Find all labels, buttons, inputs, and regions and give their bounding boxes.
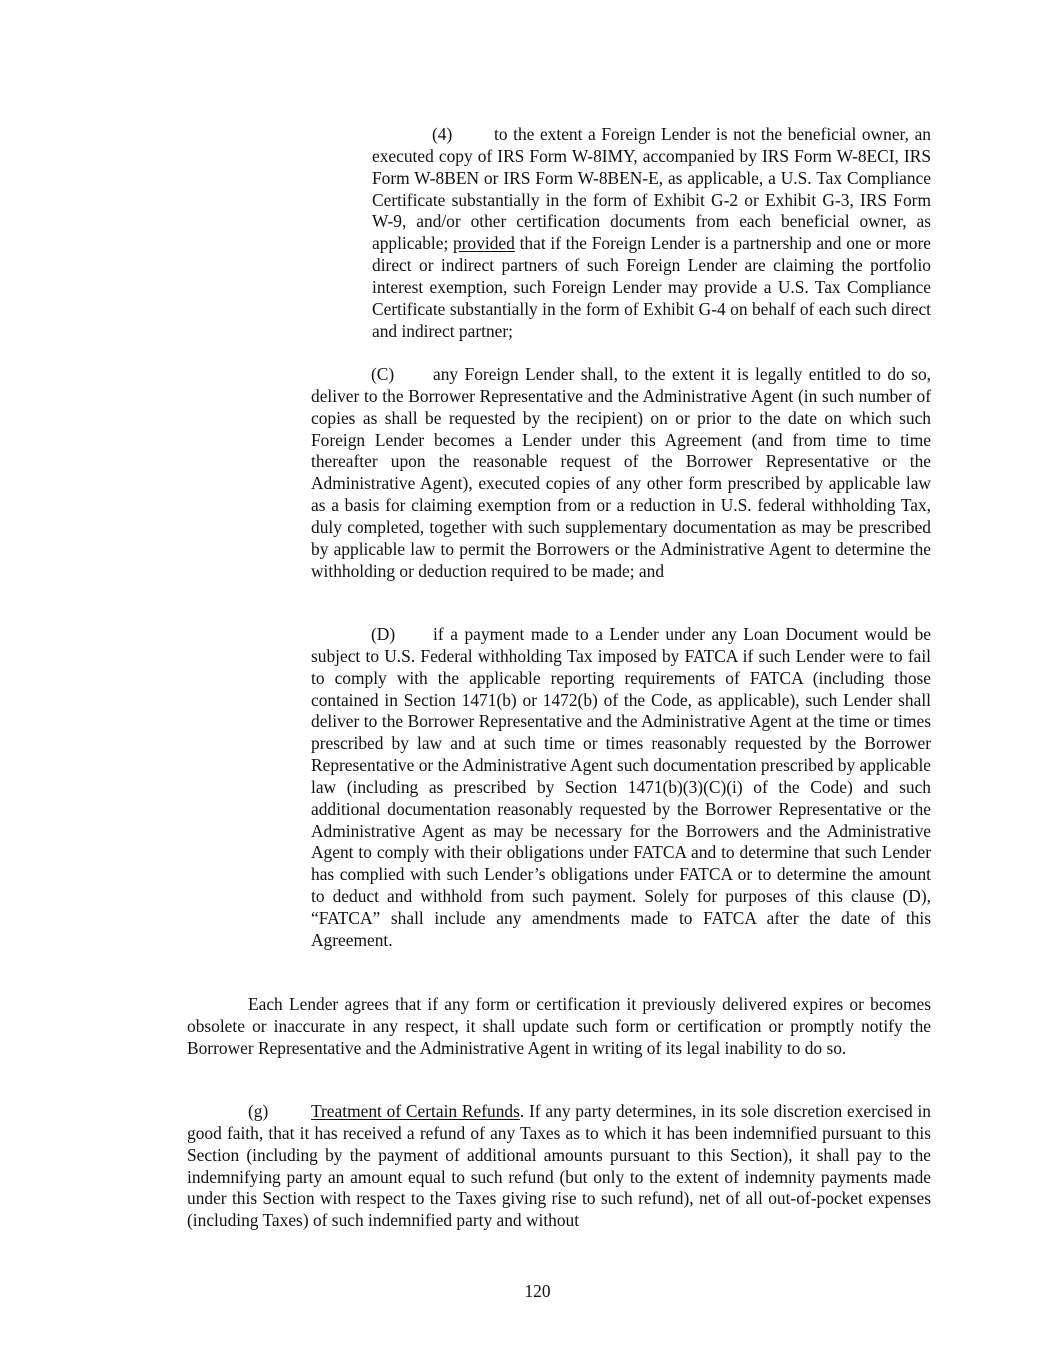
section-g-heading: Treatment of Certain Refunds bbox=[311, 1101, 520, 1121]
clause-c-text: any Foreign Lender shall, to the extent it is legally entitled to do so, deliver to the Borrower Representative and the Administrative Agent (in such number of copies as shall be requested by the recipient) on or prior to the date on which such Foreign Lender becomes a Lender under this Agreement (and from time to time thereafter upon the reasonable request of the Borrower Representative or the Administrative Agent), executed copies of any other form prescribed by applicable law as a basis for claiming exemption from or a reduction in U.S. federal withholding Tax, duly completed, together with such supplementary documentation as may be prescribed by applicable law to permit the Borrowers or the Administrative Agent to determine the withholding or deduction required to be made; and bbox=[311, 364, 931, 581]
clause-d-label: (D) bbox=[371, 624, 396, 644]
clause-d-text: if a payment made to a Lender under any Loan Document would be subject to U.S. Federal withholding Tax imposed by FATCA if such Lender were to fail to comply with the applicable reporting requirements of FATCA (including those contained in Section 1471(b) or 1472(b) of the Code, as applicable), such Lender shall deliver to the Borrower Representative and the Administrative Agent at the time or times prescribed by law and at such time or times reasonably requested by the Borrower Representative or the Administrative Agent such documentation prescribed by applicable law (including as prescribed by Section 1471(b)(3)(C)(i) of the Code) and such additional documentation reasonably requested by the Borrower Representative or the Administrative Agent as may be necessary for the Borrowers and the Administrative Agent to comply with their obligations under FATCA and to determine that such Lender has complied with such Lender’s obligations under FATCA or to determine the amount to deduct and withhold from such payment. Solely for purposes of this clause (D), “FATCA” shall include any amendments made to FATCA after the date of this Agreement. bbox=[311, 624, 931, 950]
clause-c-paragraph bbox=[311, 364, 931, 582]
clause-4-paragraph bbox=[372, 124, 931, 342]
provided-underlined-term: provided bbox=[453, 233, 515, 254]
each-lender-paragraph bbox=[187, 994, 931, 1060]
section-g-label: (g) bbox=[248, 1101, 269, 1121]
clause-4-text-before: to the extent a Foreign Lender is not the beneficial owner, an executed copy of IRS Form W-8IMY, accompanied by IRS Form W-8ECI, IRS Form W-8BEN or IRS Form W-8BEN-E, as applicable, a U.S. Tax Compliance Certificate substantially in the form of Exhibit G-2 or Exhibit G-3, IRS Form W-9, and/or other certification documents from each beneficial owner, as applicable; bbox=[372, 124, 931, 254]
page-number: 120 bbox=[524, 1281, 551, 1301]
each-lender-text: Each Lender agrees that if any form or certification it previously delivered expires or becomes obsolete or inaccurate in any respect, it shall update such form or certification or promptly notify the Borrower Representative and the Administrative Agent in writing of its legal inability to do so. bbox=[187, 994, 931, 1058]
section-g-text: . If any party determines, in its sole discretion exercised in good faith, that it has received a refund of any Taxes as to which it has been indemnified pursuant to this Section (including by the payment of additional amounts pursuant to this Section), it shall pay to the indemnifying party an amount equal to such refund (but only to the extent of indemnity payments made under this Section with respect to the Taxes giving rise to such refund), net of all out-of-pocket expenses (including Taxes) of such indemnified party and without bbox=[187, 1101, 931, 1231]
clause-4-label: (4) bbox=[432, 124, 453, 144]
clause-c-label: (C) bbox=[371, 364, 395, 384]
clause-4-text-after: that if the Foreign Lender is a partnership and one or more direct or indirect partners of such Foreign Lender are claiming the portfolio interest exemption, such Foreign Lender may provide a U.S. Tax Compliance Certificate substantially in the form of Exhibit G-4 on behalf of each such direct and indirect partner; bbox=[372, 233, 931, 341]
clause-d-paragraph bbox=[311, 624, 931, 952]
section-g-paragraph bbox=[187, 1101, 931, 1232]
